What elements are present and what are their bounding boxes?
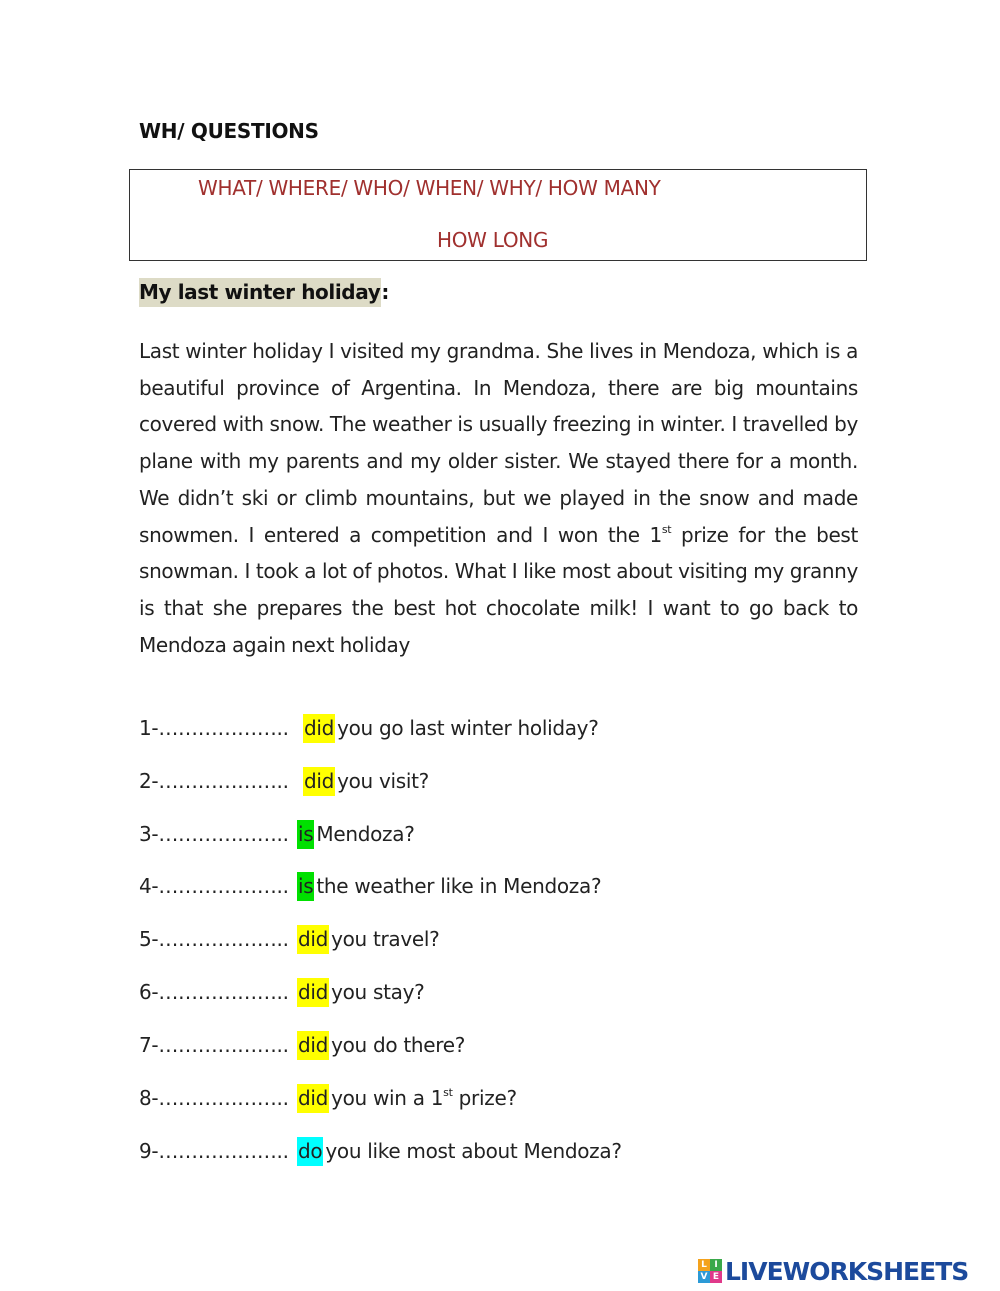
logo-mark-letter-v: V [698, 1271, 710, 1283]
question-1-number[interactable]: 1-……………….. [139, 716, 289, 740]
question-8 [139, 1086, 517, 1110]
liveworksheets-logo [698, 1256, 968, 1286]
question-6-text: you stay? [331, 980, 425, 1004]
question-2-number[interactable]: 2-……………….. [139, 769, 289, 793]
reading-title-colon: : [381, 280, 389, 304]
question-5 [139, 927, 440, 951]
question-1-text: you go last winter holiday? [337, 716, 599, 740]
question-9 [139, 1139, 622, 1163]
question-5-number[interactable]: 5-……………….. [139, 927, 289, 951]
question-words-line-1: WHAT/ WHERE/ WHO/ WHEN/ WHY/ HOW MANY [198, 176, 661, 200]
question-1-keyword: did [303, 714, 335, 743]
question-3 [139, 822, 415, 846]
question-7 [139, 1033, 465, 1057]
paragraph-text-part-2: prize for the best snowman. I took a lot of photos. What I like most about visiting my granny is that she prepares the best hot chocolate milk! I want to go back to Mendoza again next holiday [139, 522, 858, 657]
question-8-keyword: did [297, 1084, 329, 1113]
question-8-text-after: prize? [452, 1086, 517, 1110]
question-4-keyword: is [297, 872, 314, 901]
question-9-keyword: do [297, 1137, 323, 1166]
question-7-keyword: did [297, 1031, 329, 1060]
question-2 [139, 769, 429, 793]
reading-paragraph [139, 333, 858, 663]
question-2-text: you visit? [337, 769, 429, 793]
question-6 [139, 980, 424, 1004]
logo-mark-letter-i: I [710, 1259, 722, 1271]
paragraph-superscript: st [661, 522, 672, 536]
question-6-keyword: did [297, 978, 329, 1007]
liveworksheets-logo-icon [698, 1259, 722, 1283]
liveworksheets-logo-text: LIVEWORKSHEETS [725, 1256, 969, 1286]
question-5-keyword: did [297, 925, 329, 954]
question-7-number[interactable]: 7-……………….. [139, 1033, 289, 1057]
reading-title-text: My last winter holiday [139, 278, 381, 307]
question-words-line-2: HOW LONG [437, 228, 549, 252]
paragraph-text-part-1: Last winter holiday I visited my grandma. She lives in Mendoza, which is a beautiful province of Argentina. In Mendoza, there are big mountains covered with snow. The weather is usually freezing in winter. I travelled by plane with my parents and my older sister. We stayed there for a month. We didn’t ski or climb mountains, but we played in the snow and made snowmen. I entered a competition and I won the 1 [139, 339, 858, 547]
question-4-number[interactable]: 4-……………….. [139, 874, 289, 898]
question-words-box [129, 169, 867, 261]
question-7-text: you do there? [331, 1033, 466, 1057]
question-8-superscript: st [443, 1086, 453, 1099]
question-9-number[interactable]: 9-……………….. [139, 1139, 289, 1163]
question-8-number[interactable]: 8-……………….. [139, 1086, 289, 1110]
question-8-text: you win a 1 [331, 1086, 444, 1110]
question-9-text: you like most about Mendoza? [325, 1139, 622, 1163]
question-5-text: you travel? [331, 927, 440, 951]
question-6-number[interactable]: 6-……………….. [139, 980, 289, 1004]
question-3-text: Mendoza? [316, 822, 415, 846]
logo-mark-letter-l: L [698, 1259, 710, 1271]
question-4 [139, 874, 601, 898]
question-2-keyword: did [303, 767, 335, 796]
question-1 [139, 716, 599, 740]
question-3-number[interactable]: 3-……………….. [139, 822, 289, 846]
logo-mark-letter-e: E [710, 1271, 722, 1283]
question-3-keyword: is [297, 820, 314, 849]
question-4-text: the weather like in Mendoza? [316, 874, 602, 898]
worksheet-heading: WH/ QUESTIONS [139, 119, 319, 143]
reading-title [139, 280, 389, 304]
